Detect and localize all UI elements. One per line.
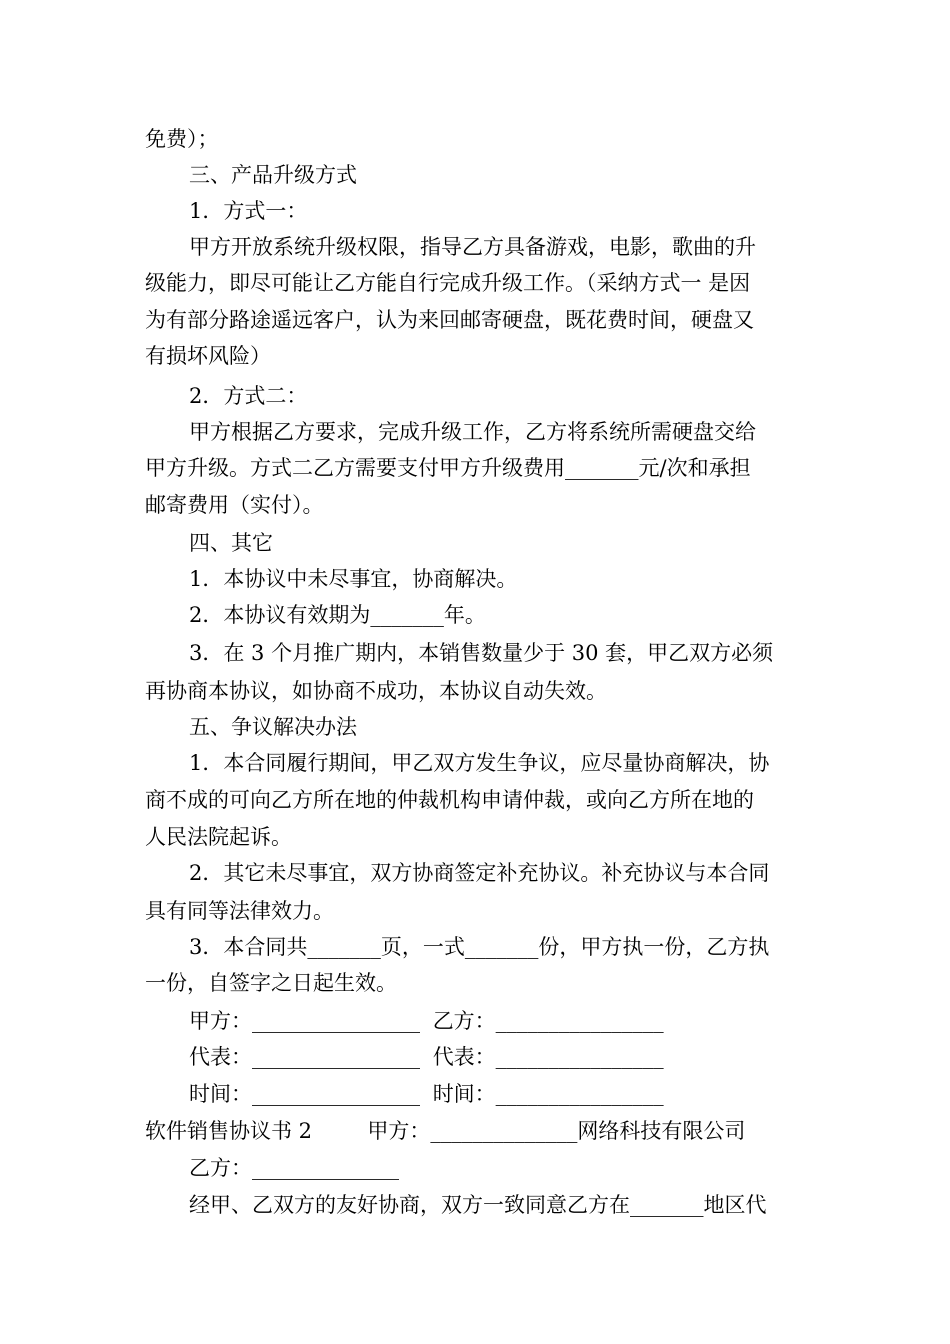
signature-row-representative — [189, 1042, 854, 1072]
section-heading: 五、争议解决办法 — [189, 715, 357, 739]
text-line: 1．本协议中未尽事宜，协商解决。 — [189, 567, 518, 591]
text-line: 1．方式一： — [189, 199, 308, 223]
section-heading: 三、产品升级方式 — [189, 163, 357, 187]
text-line: 甲方升级。方式二乙方需要支付甲方升级费用_______元/次和承担 — [145, 456, 751, 480]
text-line: 为有部分路途遥远客户，认为来回邮寄硬盘，既花费时间，硬盘又 — [145, 308, 754, 332]
text-line: 3．本合同共_______页，一式_______份，甲方执一份，乙方执 — [189, 935, 770, 959]
party-b-representative: 代表：________________ — [432, 1045, 664, 1069]
text-line: 甲方根据乙方要求，完成升级工作，乙方将系统所需硬盘交给 — [189, 420, 756, 444]
signature-row-date — [189, 1079, 854, 1109]
party-b-date: 时间：________________ — [432, 1082, 664, 1106]
text-line: 2．方式二： — [189, 384, 308, 408]
text-line: 商不成的可向乙方所在地的仲裁机构申请仲裁，或向乙方所在地的 — [145, 788, 754, 812]
text-line: 3．在 3 个月推广期内，本销售数量少于 30 套，甲乙双方必须 — [189, 641, 774, 665]
text-line: 具有同等法律效力。 — [145, 899, 334, 923]
section-heading: 四、其它 — [189, 531, 273, 555]
agreement2-party-a: 甲方：______________网络科技有限公司 — [367, 1119, 746, 1143]
text-line: 1．本合同履行期间，甲乙双方发生争议，应尽量协商解决，协 — [189, 751, 770, 775]
agreement2-title: 软件销售协议书 2 — [145, 1119, 313, 1143]
text-line: 2．其它未尽事宜，双方协商签定补充协议。补充协议与本合同 — [189, 861, 770, 885]
text-line: 免费）； — [145, 127, 219, 151]
text-line: 级能力，即尽可能让乙方能自行完成升级工作。（采纳方式一 是因 — [145, 271, 751, 295]
text-line: 有损坏风险） — [145, 344, 271, 368]
text-line: 再协商本协议，如协商不成功，本协议自动失效。 — [145, 679, 607, 703]
party-a-signature: 甲方：________________ — [189, 1009, 420, 1033]
agreement2-title-line — [145, 1116, 810, 1146]
agreement2-party-b: 乙方：______________ — [189, 1156, 399, 1180]
party-b-signature: 乙方：________________ — [432, 1009, 664, 1033]
text-line: 一份，自签字之日起生效。 — [145, 971, 397, 995]
party-a-representative: 代表：________________ — [189, 1045, 420, 1069]
text-line: 邮寄费用（实付）。 — [145, 493, 324, 517]
text-line: 人民法院起诉。 — [145, 825, 292, 849]
signature-row-party — [189, 1006, 854, 1036]
text-line: 甲方开放系统升级权限，指导乙方具备游戏，电影，歌曲的升 — [189, 235, 756, 259]
text-line: 2．本协议有效期为_______年。 — [189, 603, 486, 627]
party-a-date: 时间：________________ — [189, 1082, 420, 1106]
agreement2-intro: 经甲、乙双方的友好协商，双方一致同意乙方在_______地区代 — [189, 1193, 767, 1217]
